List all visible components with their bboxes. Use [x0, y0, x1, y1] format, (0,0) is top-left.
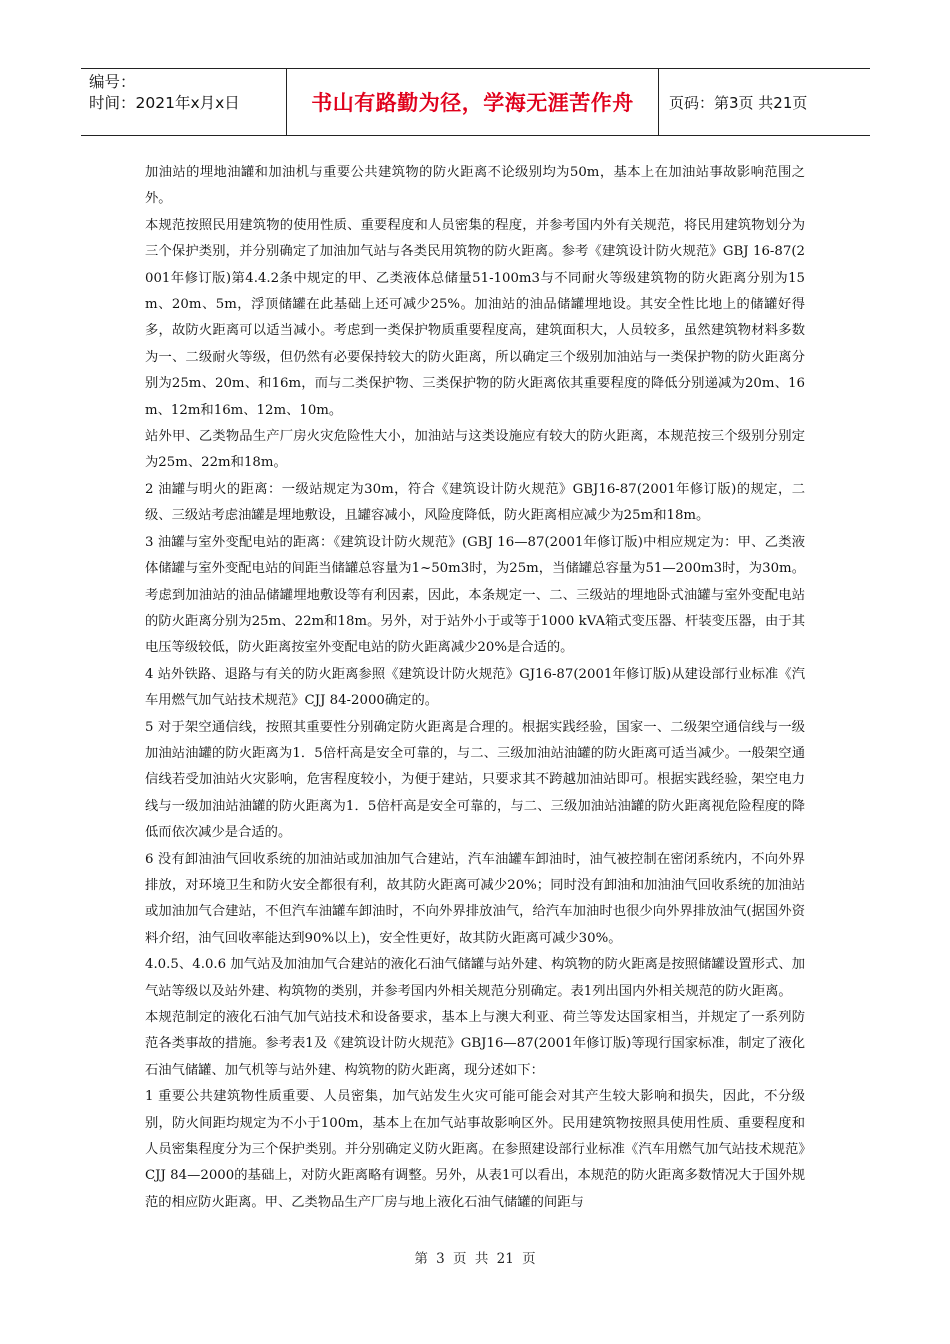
document-time-label: 时间：2021年x月x日	[89, 94, 240, 112]
paragraph: 站外甲、乙类物品生产厂房火灾危险性大小，加油站与这类设施应有较大的防火距离，本规范按三个级别分别定为25m、22m和18m。	[145, 429, 805, 471]
page-footer: 第 3 页 共 21 页	[414, 1251, 536, 1267]
paragraph: 4.0.5、4.0.6 加气站及加油加气合建站的液化石油气储罐与站外建、构筑物的防火距离是按照储罐设置形式、加气站等级以及站外建、构筑物的类别，并参考国内外相关规范分别确定。表1列出国内外相关规范的防火距离。	[145, 957, 805, 999]
header-motto: 书山有路勤为径，学海无涯苦作舟	[286, 69, 659, 135]
paragraph: 2 油罐与明火的距离：一级站规定为30m，符合《建筑设计防火规范》GBJ16-87(2001年修订版)的规定，二级、三级站考虑油罐是埋地敷设，且罐容减小，风险度降低，防火距离相应减少为25m和18m。	[145, 481, 805, 524]
paragraph: 6 没有卸油油气回收系统的加油站或加油加气合建站，汽车油罐车卸油时，油气被控制在密闭系统内，不向外界排放，对环境卫生和防火安全都很有利，故其防火距离可减少20%；同时没有卸油和加油油气回收系统的加油站或加油加气合建站，不但汽车油罐车卸油时，不向外界排放油气，给汽车加油时也很少向外界排放油气(据国外资料介绍，油气回收率能达到90%以上)，安全性更好，故其防火距离可减少30%。	[145, 851, 805, 946]
paragraph: 3 油罐与室外变配电站的距离：《建筑设计防火规范》(GBJ 16—87(2001年修订版)中相应规定为：甲、乙类液体储罐与室外变配电站的间距当储罐总容量为1~50m3时，为25m，当储罐总容量为51—200m3时，为30m。考虑到加油站的油品储罐埋地敷设等有利因素，因此，本条规定一、二、三级站的埋地卧式油罐与室外变配电站的防火距离分别为25m、22m和18m。另外，对于站外小于或等于1000 kVA箱式变压器、杆装变压器，由于其电压等级较低，防火距离按室外变配电站的防火距离减少20%是合适的。	[145, 534, 805, 656]
paragraph: 5 对于架空通信线，按照其重要性分别确定防火距离是合理的。根据实践经验，国家一、二级架空通信线与一级加油站油罐的防火距离为1．5倍杆高是安全可靠的，与二、三级加油站油罐的防火距离可适当减少。一般架空通信线若受加油站火灾影响，危害程度较小，为便于建站，只要求其不跨越加油站即可。根据实践经验，架空电力线与一级加油站油罐的防火距离为1．5倍杆高是安全可靠的，与二、三级加油站油罐的防火距离视危险程度的降低而依次减少是合适的。	[145, 719, 805, 841]
header-meta	[81, 69, 286, 135]
document-body	[145, 160, 805, 1216]
paragraph: 本规范按照民用建筑物的使用性质、重要程度和人员密集的程度，并参考国内外有关规范，将民用建筑物划分为三个保护类别，并分别确定了加油加气站与各类民用筑物的防火距离。参考《建筑设计防火规范》GBJ 16-87(2001年修订版)第4.4.2条中规定的甲、乙类液体总储量51-100m3与不同耐火等级建筑物的防火距离分别为15m、20m、5m，浮顶储罐在此基础上还可减少25%。加油站的油品储罐埋地设。其安全性比地上的储罐好得多，故防火距离可以适当减小。考虑到一类保护物质重要程度高，建筑面积大，人员较多，虽然建筑物材料多数为一、二级耐火等级，但仍然有必要保持较大的防火距离，所以确定三个级别加油站与一类保护物的防火距离分别为25m、20m、和16m，而与二类保护物、三类保护物的防火距离依其重要程度的降低分别递减为20m、16m、12m和16m、12m、10m。	[145, 217, 805, 418]
page-header	[81, 68, 870, 136]
paragraph: 4 站外铁路、退路与有关的防火距离参照《建筑设计防火规范》GJ16-87(2001年修订版)从建设部行业标准《汽车用燃气加气站技术规范》CJJ 84-2000确定的。	[145, 666, 805, 709]
header-page-label: 页码：第3页 共21页	[669, 93, 808, 112]
paragraph: 加油站的埋地油罐和加油机与重要公共建筑物的防火距离不论级别均为50m，基本上在加油站事故影响范围之外。	[145, 165, 805, 207]
paragraph: 1 重要公共建筑物性质重要、人员密集，加气站发生火灾可能可能会对其产生较大影响和损失，因此，不分级别，防火间距均规定为不小于100m，基本上在加气站事故影响区外。民用建筑物按照具使用性质、重要程度和人员密集程度分为三个保护类别。并分别确定义防火距离。在参照建设部行业标准《汽车用燃气加气站技术规范》CJJ 84—2000的基础上，对防火距离略有调整。另外，从表1可以看出，本规范的防火距离多数情况大于国外规范的相应防火距离。甲、乙类物品生产厂房与地上液化石油气储罐的间距与	[145, 1089, 805, 1210]
document-number-label: 编号：	[89, 73, 136, 91]
paragraph: 本规范制定的液化石油气加气站技术和设备要求，基本上与澳大利亚、荷兰等发达国家相当，并规定了一系列防范各类事故的措施。参考表1及《建筑设计防火规范》GBJ16—87(2001年修订版)等现行国家标准，制定了液化石油气储罐、加气机等与站外建、构筑物的防火距离，现分述如下：	[145, 1010, 805, 1078]
